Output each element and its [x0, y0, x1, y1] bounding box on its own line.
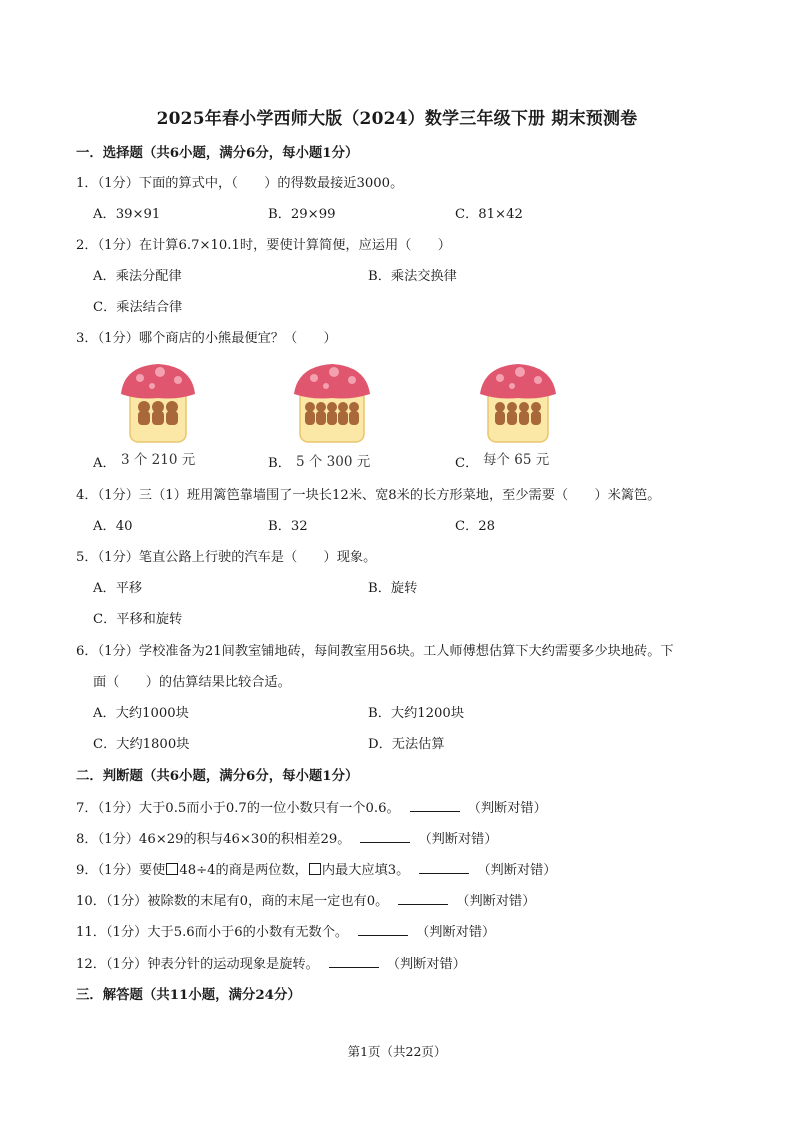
question-6-option-c: C．大约1800块 [93, 737, 190, 752]
answer-blank[interactable] [398, 892, 448, 905]
mushroom-shop-c-image [478, 362, 558, 448]
question-6-option-d: D．无法估算 [368, 737, 445, 752]
question-5-option-c: C．平移和旋转 [93, 612, 183, 627]
section-heading-judgement: 二．判断题（共6小题，满分6分，每小题1分） [76, 768, 359, 784]
question-4-stem: 4．（1分）三（1）班用篱笆靠墙围了一块长12米、宽8米的长方形菜地，至少需要（ ）米篱笆。 [76, 488, 661, 503]
question-10-tail: （判断对错） [456, 894, 536, 909]
question-9 [76, 861, 557, 880]
question-2-option-c: C．乘法结合律 [93, 300, 183, 315]
question-8-stem: 8．（1分）46×29的积与46×30的积相差29。 [76, 832, 351, 847]
answer-blank[interactable] [329, 955, 379, 968]
question-10-stem: 10．（1分）被除数的末尾有0，商的末尾一定也有0。 [76, 894, 389, 909]
question-1-stem: 1．（1分）下面的算式中，（ ）的得数最接近3000。 [76, 176, 404, 191]
question-3-option-a: A． [93, 456, 116, 471]
answer-blank[interactable] [419, 861, 469, 874]
answer-blank[interactable] [360, 830, 410, 843]
answer-blank[interactable] [358, 923, 408, 936]
question-11-tail: （判断对错） [416, 925, 496, 940]
question-1-option-b: B．29×99 [268, 207, 336, 222]
question-9-stem-a: 9．（1分）要使 [76, 863, 166, 878]
question-6-stem-line2: 面（ ）的估算结果比较合适。 [93, 675, 291, 690]
question-8-tail: （判断对错） [418, 832, 498, 847]
question-3-option-b: B． [268, 456, 291, 471]
shop-b-price: 5 个 300 元 [296, 454, 371, 470]
digit-box-icon [309, 863, 321, 875]
question-7-stem: 7．（1分）大于0.5而小于0.7的一位小数只有一个0.6。 [76, 801, 400, 816]
question-11-stem: 11．（1分）大于5.6而小于6的小数有无数个。 [76, 925, 349, 940]
section-heading-choice: 一．选择题（共6小题，满分6分，每小题1分） [76, 145, 359, 161]
question-12-stem: 12．（1分）钟表分针的运动现象是旋转。 [76, 957, 319, 972]
question-4-option-b: B．32 [268, 519, 308, 534]
question-6-stem-line1: 6．（1分）学校准备为21间教室铺地砖，每间教室用56块。工人师傅想估算下大约需要多少块地砖。下 [76, 644, 674, 659]
question-5-option-b: B．旋转 [368, 581, 418, 596]
question-1-option-c: C．81×42 [455, 207, 523, 222]
mushroom-shop-b-image [292, 362, 372, 448]
question-2-stem: 2．（1分）在计算6.7×10.1时，要使计算简便，应运用（ ） [76, 238, 451, 253]
question-7-tail: （判断对错） [467, 801, 547, 816]
question-2-option-a: A．乘法分配律 [93, 269, 182, 284]
question-12 [76, 955, 466, 974]
question-1-option-a: A．39×91 [93, 207, 161, 222]
question-6-option-a: A．大约1000块 [93, 706, 189, 721]
document-title: 2025年春小学西师大版（2024）数学三年级下册 期末预测卷 [156, 109, 638, 129]
question-12-tail: （判断对错） [386, 957, 466, 972]
question-2-option-b: B．乘法交换律 [368, 269, 457, 284]
shop-a-price: 3 个 210 元 [121, 452, 196, 468]
digit-box-icon [166, 863, 178, 875]
question-10 [76, 892, 535, 911]
question-9-tail: （判断对错） [477, 863, 557, 878]
question-4-option-c: C．28 [455, 519, 496, 534]
question-6-option-b: B．大约1200块 [368, 706, 465, 721]
question-4-option-a: A．40 [93, 519, 133, 534]
answer-blank[interactable] [410, 799, 460, 812]
question-5-stem: 5．（1分）笔直公路上行驶的汽车是（ ）现象。 [76, 550, 377, 565]
question-7 [76, 799, 547, 818]
question-11 [76, 923, 495, 942]
question-8 [76, 830, 498, 849]
question-5-option-a: A．平移 [93, 581, 143, 596]
page-number-footer: 第1页（共22页） [347, 1044, 447, 1059]
question-9-stem-c: 内最大应填3。 [321, 863, 410, 878]
question-9-stem-b: 48÷4的商是两位数， [179, 863, 308, 878]
section-heading-solution: 三．解答题（共11小题，满分24分） [76, 987, 301, 1003]
mushroom-shop-a-image [118, 362, 198, 448]
question-3-option-c: C． [455, 456, 479, 471]
shop-c-price: 每个 65 元 [483, 452, 550, 468]
question-3-stem: 3．（1分）哪个商店的小熊最便宜？（ ） [76, 331, 337, 346]
